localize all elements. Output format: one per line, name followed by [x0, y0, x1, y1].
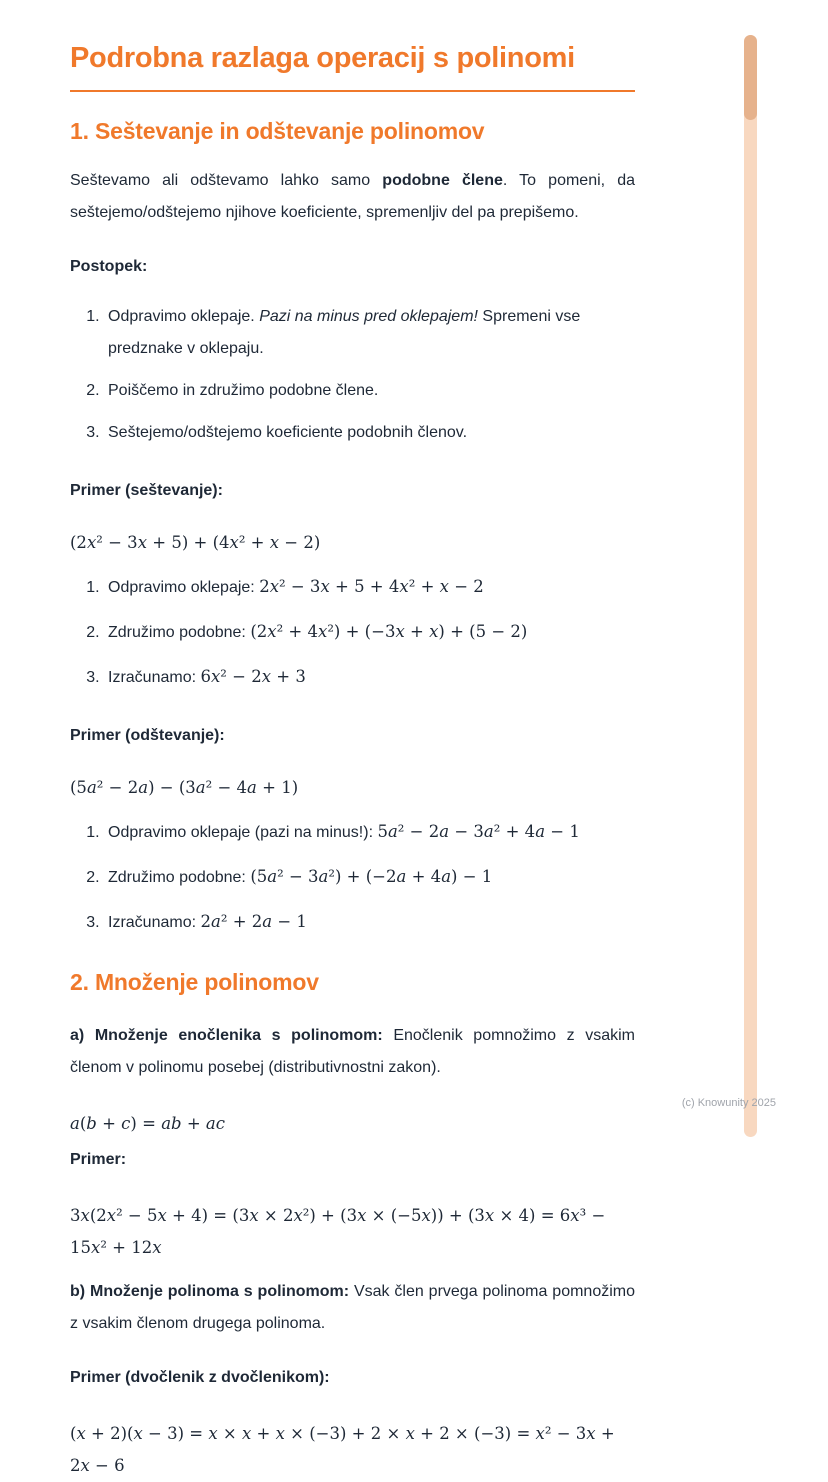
step-label: Odpravimo oklepaje (pazi na minus!):	[108, 824, 378, 842]
example-sub-steps	[70, 816, 635, 939]
step-label: Izračunamo:	[108, 669, 201, 687]
paragraph-a-lead: a) Množenje enočlenika s polinomom:	[70, 1027, 383, 1045]
example-add-steps	[70, 571, 635, 694]
monomial-example: 3x(2x² − 5x + 4) = (3x × 2x²) + (3x × (−5x)) + (3x × 4) = 6x³ − 15x² + 12x	[70, 1206, 606, 1258]
list-item	[104, 906, 635, 939]
list-item	[104, 816, 635, 849]
list-item	[104, 661, 635, 694]
paragraph-a-rest: Enočlenik pomnožimo z vsakim členom v polinomu posebej (distributivnostni zakon).	[70, 1027, 635, 1077]
step-math: 2x² − 3x + 5 + 4x² + x − 2	[259, 577, 484, 597]
paragraph-b	[70, 1276, 635, 1340]
step-label: Združimo podobne:	[108, 624, 251, 642]
step-text: Poiščemo in združimo podobne člene.	[108, 382, 379, 400]
step-math: (2x² + 4x²) + (−3x + x) + (5 − 2)	[250, 622, 528, 642]
primer-label: Primer:	[70, 1151, 127, 1169]
step-math: (5a² − 3a²) + (−2a + 4a) − 1	[250, 867, 493, 887]
list-item	[104, 571, 635, 604]
step-text: Spremeni vse predznake v oklepaju.	[108, 308, 581, 358]
list-item	[104, 301, 635, 365]
scrollbar-track[interactable]	[744, 35, 757, 1137]
paragraph-b-lead: b) Množenje polinoma s polinomom:	[70, 1283, 350, 1301]
title-divider	[70, 90, 635, 92]
section-1-intro	[70, 165, 635, 229]
section-2-heading: 2. Množenje polinomov	[70, 969, 319, 996]
document-page	[70, 0, 635, 1482]
section-1-heading: 1. Seštevanje in odštevanje polinomov	[70, 118, 485, 145]
page-title: Podrobna razlaga operacij s polinomi	[70, 42, 575, 74]
step-label: Združimo podobne:	[108, 869, 251, 887]
step-text: Odpravimo oklepaje.	[108, 308, 260, 326]
footer-credit: (c) Knowunity 2025	[681, 1097, 776, 1109]
step-math: 5a² − 2a − 3a² + 4a − 1	[377, 822, 580, 842]
list-item	[104, 417, 635, 449]
primer-binomial-label: Primer (dvočlenik z dvočlenikom):	[70, 1369, 330, 1387]
example-add-expression: (2x² − 3x + 5) + (4x² + x − 2)	[70, 533, 321, 553]
distributive-formula: a(b + c) = ab + ac	[70, 1114, 226, 1134]
list-item	[104, 375, 635, 407]
paragraph-a	[70, 1020, 635, 1084]
intro-text-bold: podobne člene	[382, 172, 503, 190]
step-label: Izračunamo:	[108, 914, 201, 932]
paragraph-b-rest: Vsak člen prvega polinoma pomnožimo z vsakim členom drugega polinoma.	[70, 1283, 636, 1333]
step-label: Odpravimo oklepaje:	[108, 579, 260, 597]
intro-text-pre: Seštevamo ali odštevamo lahko samo	[70, 172, 383, 190]
step-math: 6x² − 2x + 3	[200, 667, 306, 687]
list-item	[104, 861, 635, 894]
procedure-list	[70, 301, 635, 449]
intro-text-post: . To pomeni, da seštejemo/odštejemo njihove koeficiente, spremenljiv del pa prepišemo.	[70, 172, 636, 222]
step-text-italic: Pazi na minus pred oklepajem!	[259, 308, 478, 326]
example-add-label: Primer (seštevanje):	[70, 482, 223, 500]
binomial-example: (x + 2)(x − 3) = x × x + x × (−3) + 2 × x + 2 × (−3) = x² − 3x + 2x − 6	[70, 1424, 615, 1476]
procedure-label: Postopek:	[70, 258, 148, 276]
list-item	[104, 616, 635, 649]
example-sub-label: Primer (odštevanje):	[70, 727, 225, 745]
step-text: Seštejemo/odštejemo koeficiente podobnih členov.	[108, 424, 468, 442]
scrollbar-thumb[interactable]	[744, 35, 757, 120]
example-sub-expression: (5a² − 2a) − (3a² − 4a + 1)	[70, 778, 299, 798]
step-math: 2a² + 2a − 1	[200, 912, 307, 932]
